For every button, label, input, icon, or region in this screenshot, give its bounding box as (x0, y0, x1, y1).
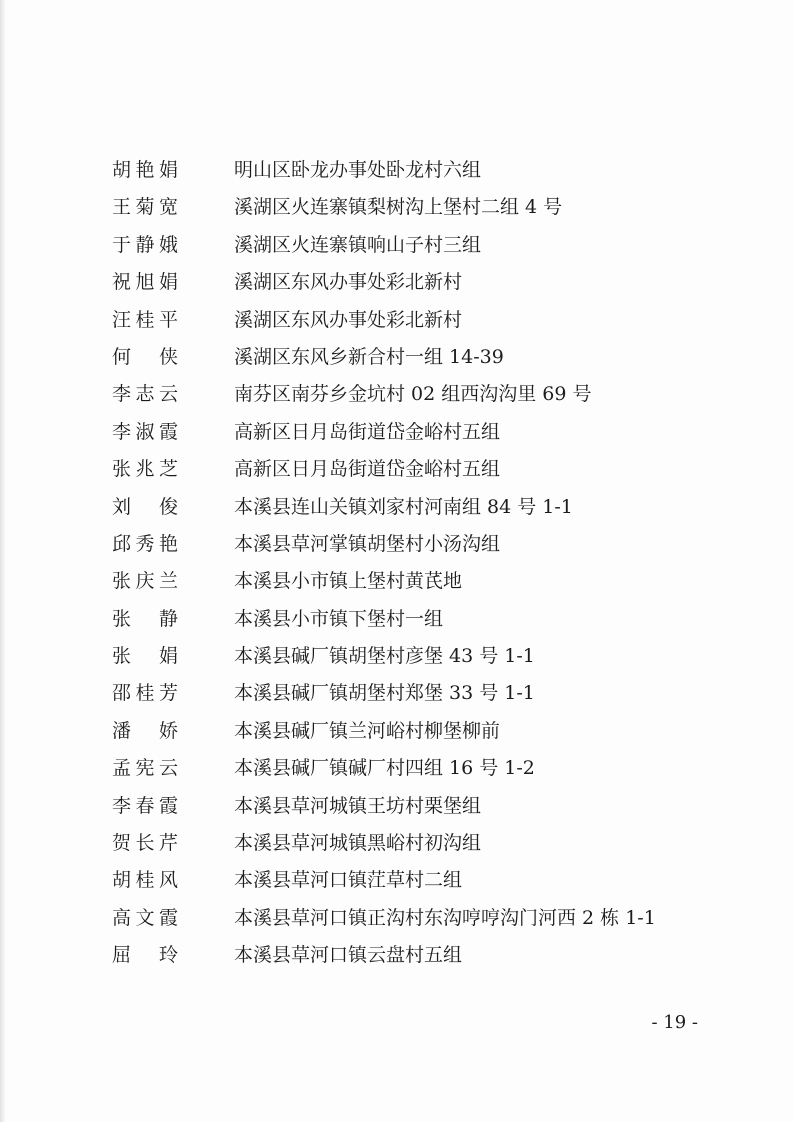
list-item (0, 825, 793, 862)
list-item (0, 414, 793, 451)
person-name: 张 静 (112, 607, 178, 630)
person-address: 本溪县碱厂镇兰河峪村柳堡柳前 (234, 719, 501, 742)
person-name: 孟宪云 (112, 757, 178, 780)
list-item (0, 302, 793, 339)
person-address: 南芬区南芬乡金坑村 02 组西沟沟里 69 号 (234, 383, 592, 406)
person-address: 溪湖区东风办事处彩北新村 (234, 271, 463, 294)
list-item (0, 526, 793, 563)
person-address: 本溪县连山关镇刘家村河南组 84 号 1-1 (234, 495, 573, 518)
list-item (0, 563, 793, 600)
person-name: 张 娟 (112, 645, 178, 668)
name-address-list (0, 152, 793, 975)
person-address: 本溪县小市镇上堡村黄芪地 (234, 570, 463, 593)
person-name: 李春霞 (112, 794, 178, 817)
list-item (0, 750, 793, 787)
list-item (0, 489, 793, 526)
person-name: 邱秀艳 (112, 532, 178, 555)
person-name: 刘 俊 (112, 495, 178, 518)
person-address: 本溪县碱厂镇碱厂村四组 16 号 1-2 (234, 757, 535, 780)
person-name: 邵桂芳 (112, 682, 178, 705)
person-name: 张庆兰 (112, 570, 178, 593)
person-address: 本溪县草河城镇黑峪村初沟组 (234, 832, 482, 855)
person-address: 溪湖区东风乡新合村一组 14-39 (234, 345, 504, 368)
list-item (0, 900, 793, 937)
person-address: 溪湖区火连寨镇梨树沟上堡村二组 4 号 (234, 196, 563, 219)
list-item (0, 788, 793, 825)
person-name: 潘 娇 (112, 719, 178, 742)
person-name: 李淑霞 (112, 420, 178, 443)
person-name: 屈 玲 (112, 944, 178, 967)
person-address: 高新区日月岛街道岱金峪村五组 (234, 458, 501, 481)
person-name: 胡艳娟 (112, 159, 178, 181)
list-item (0, 451, 793, 488)
person-address: 本溪县草河口镇云盘村五组 (234, 944, 463, 967)
person-name: 李志云 (112, 383, 178, 406)
page-number: - 19 - (651, 1012, 698, 1033)
list-item (0, 264, 793, 301)
list-item (0, 339, 793, 376)
list-item (0, 152, 793, 189)
person-name: 胡桂风 (112, 869, 178, 892)
person-address: 明山区卧龙办事处卧龙村六组 (234, 159, 482, 181)
list-item (0, 638, 793, 675)
person-name: 高文霞 (112, 906, 178, 929)
person-name: 王菊宽 (112, 196, 178, 219)
person-address: 本溪县碱厂镇胡堡村彦堡 43 号 1-1 (234, 645, 535, 668)
person-name: 汪桂平 (112, 308, 178, 331)
list-item (0, 937, 793, 974)
list-item (0, 713, 793, 750)
person-address: 本溪县碱厂镇胡堡村郑堡 33 号 1-1 (234, 682, 535, 705)
person-address: 本溪县草河掌镇胡堡村小汤沟组 (234, 532, 501, 555)
person-address: 溪湖区东风办事处彩北新村 (234, 308, 463, 331)
person-address: 本溪县草河口镇茳草村二组 (234, 869, 463, 892)
list-item (0, 189, 793, 226)
person-address: 本溪县草河城镇王坊村栗堡组 (234, 794, 482, 817)
person-name: 何 侠 (112, 345, 178, 368)
person-name: 于静娥 (112, 233, 178, 256)
list-item (0, 376, 793, 413)
list-item (0, 601, 793, 638)
list-item (0, 227, 793, 264)
list-item (0, 675, 793, 712)
person-address: 溪湖区火连寨镇响山子村三组 (234, 233, 482, 256)
person-address: 本溪县小市镇下堡村一组 (234, 607, 444, 630)
list-item (0, 862, 793, 899)
person-address: 高新区日月岛街道岱金峪村五组 (234, 420, 501, 443)
person-name: 张兆芝 (112, 458, 178, 481)
person-name: 贺长芹 (112, 832, 178, 855)
person-address: 本溪县草河口镇正沟村东沟哼哼沟门河西 2 栋 1-1 (234, 906, 656, 929)
person-name: 祝旭娟 (112, 271, 178, 294)
